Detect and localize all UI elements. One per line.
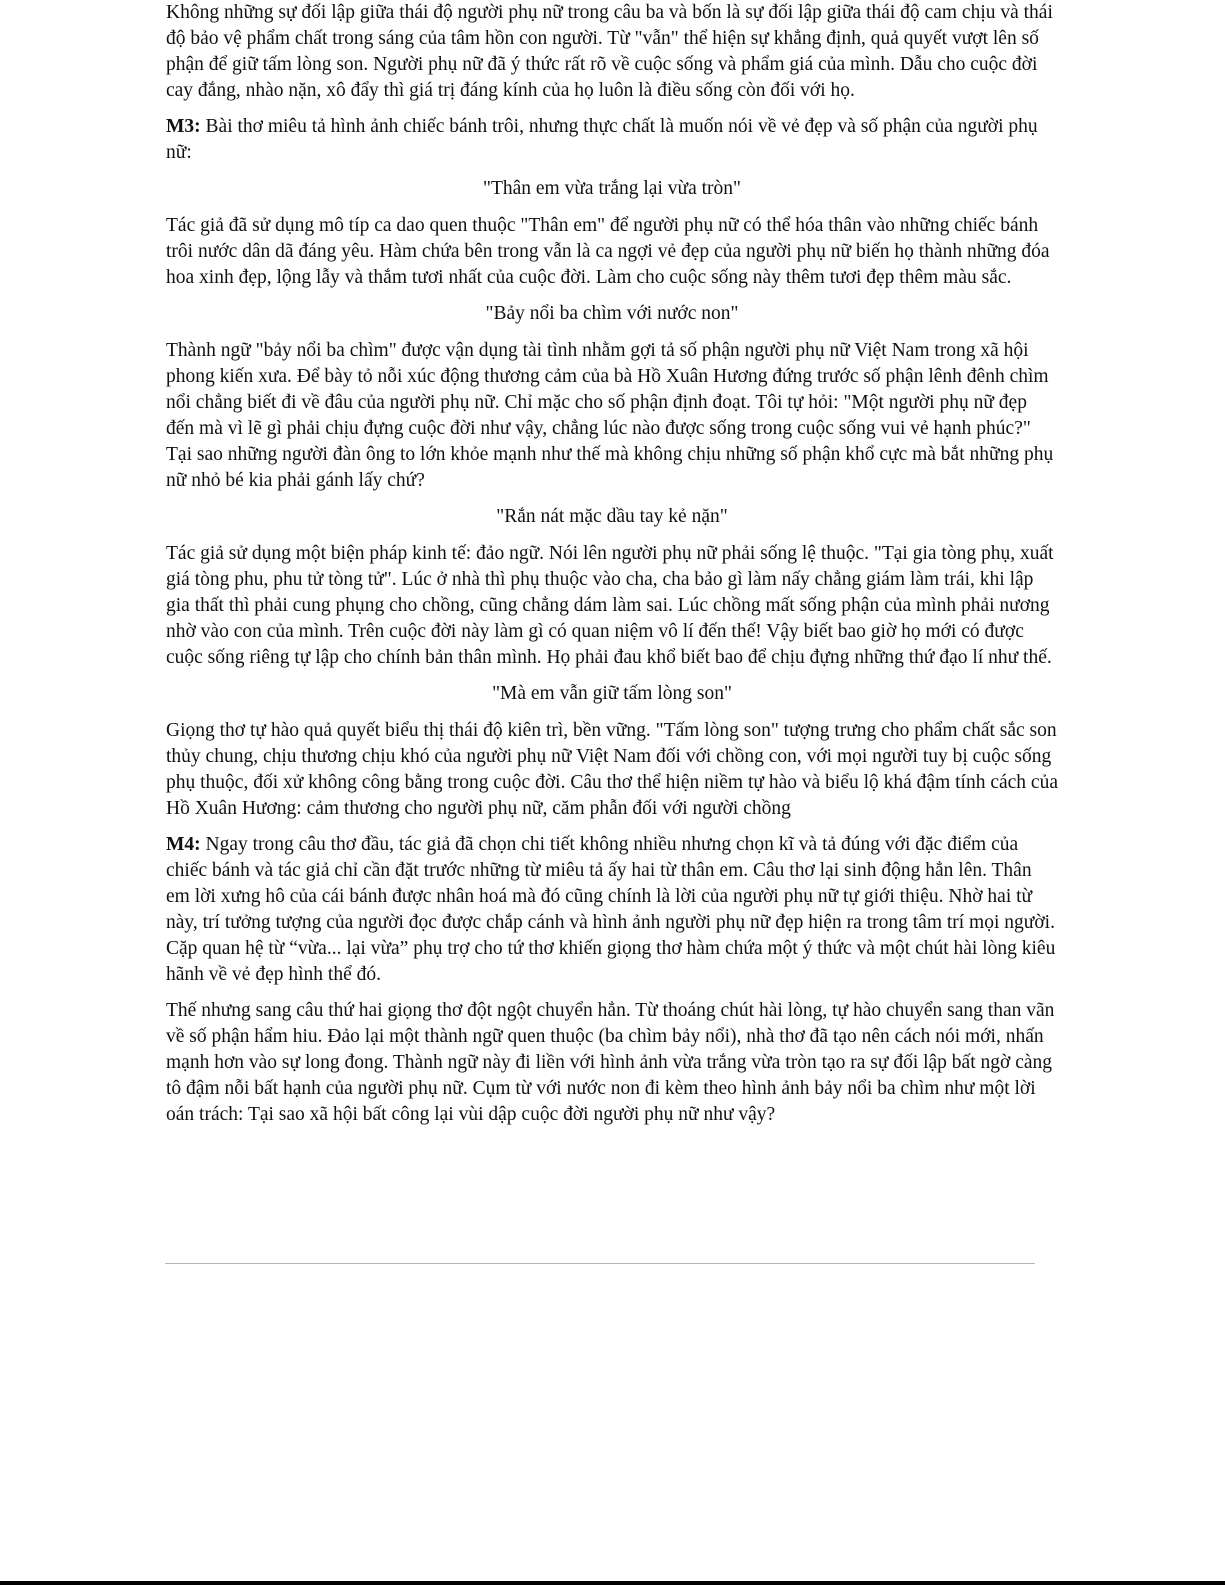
paragraph-verse-4-analysis [166,718,1058,822]
paragraph-m4-continued [166,998,1058,1128]
document-page [166,0,1058,1138]
paragraph-text: Bài thơ miêu tả hình ảnh chiếc bánh trôi, nhưng thực chất là muốn nói về vẻ đẹp và số phận của người phụ nữ: [166,116,1038,163]
paragraph-text: Không những sự đối lập giữa thái độ người phụ nữ trong câu ba và bốn là sự đối lập giữa thái độ cam chịu và thái độ bảo vệ phẩm chất trong sáng của tâm hồn con người. Từ "vẫn" thể hiện sự khẳng định, quả quyết vượt lên số phận để giữ tấm lòng son. Người phụ nữ đã ý thức rất rõ về cuộc sống và phẩm giá của mình. Dẫu cho cuộc đời cay đắng, nhào nặn, xô đẩy thì giá trị đáng kính của họ luôn là điều sống còn đối với họ. [166,2,1053,101]
paragraph-m3 [166,114,1058,166]
verse-line-4: "Mà em vẫn giữ tấm lòng son" [492,683,732,704]
section-label-m3: M3: [166,116,201,137]
paragraph-text: Thế nhưng sang câu thứ hai giọng thơ đột ngột chuyển hẳn. Từ thoáng chút hài lòng, tự hào chuyển sang than vãn về số phận hẩm hiu. Đảo lại một thành ngữ quen thuộc (ba chìm bảy nổi), nhà thơ đã tạo nên cách nói mới, nhấn mạnh hơn vào sự long đong. Thành ngữ này đi liền với hình ảnh vừa trắng vừa tròn tạo ra sự đối lập bất ngờ càng tô đậm nỗi bất hạnh của người phụ nữ. Cụm từ với nước non đi kèm theo hình ảnh bảy nổi ba chìm như một lời oán trách: Tại sao xã hội bất công lại vùi dập cuộc đời người phụ nữ như vậy? [166,1000,1055,1125]
paragraph-text: Tác giả sử dụng một biện pháp kinh tế: đảo ngữ. Nói lên người phụ nữ phải sống lệ thuộc. "Tại gia tòng phụ, xuất giá tòng phu, phu tử tòng tử". Lúc ở nhà thì phụ thuộc vào cha, cha bảo gì làm nấy chẳng giám làm trái, khi lập gia thất thì phải cung phụng cho chồng, cũng chẳng dám làm sai. Lúc chồng mất sống phận của mình phải nương nhờ vào con của mình. Trên cuộc đời này làm gì có quan niệm vô lí đến thế! Vậy biết bao giờ họ mới có được cuộc sống riêng tự lập cho chính bản thân mình. Họ phải đau khổ biết bao để chịu đựng những thứ đạo lí như thế. [166,543,1054,668]
paragraph-verse-2-analysis [166,338,1058,494]
paragraph-text: Tác giả đã sử dụng mô típ ca dao quen thuộc "Thân em" để người phụ nữ có thể hóa thân vào những chiếc bánh trôi nước dân dã đáng yêu. Hàm chứa bên trong vẫn là ca ngợi vẻ đẹp của người phụ nữ biến họ thành những đóa hoa xinh đẹp, lộng lẫy và thắm tươi nhất của cuộc đời. Làm cho cuộc sống này thêm tươi đẹp thêm màu sắc. [166,215,1050,288]
section-label-m4: M4: [166,834,201,855]
page-bottom-edge [0,1581,1225,1585]
paragraph-m4 [166,832,1058,988]
paragraph-text: Ngay trong câu thơ đầu, tác giả đã chọn chi tiết không nhiều nhưng chọn kĩ và tả đúng với đặc điểm của chiếc bánh và tác giả chỉ cần đặt trước những từ miêu tả ấy hai từ thân em. Câu thơ lại sinh động hẳn lên. Thân em lời xưng hô của cái bánh được nhân hoá mà đó cũng chính là lời của người phụ nữ tự giới thiệu. Nhờ hai từ này, trí tưởng tượng của người đọc được chắp cánh và hình ảnh người phụ nữ đẹp hiện ra trong tâm trí mọi người. Cặp quan hệ từ “vừa... lại vừa” phụ trợ cho tứ thơ khiến giọng thơ hàm chứa một ý thức và một chút hài lòng kiêu hãnh về vẻ đẹp hình thể đó. [166,834,1056,985]
horizontal-divider [165,1263,1035,1264]
paragraph-text: Thành ngữ "bảy nổi ba chìm" được vận dụng tài tình nhằm gợi tả số phận người phụ nữ Việt Nam trong xã hội phong kiến xưa. Để bày tỏ nỗi xúc động thương cảm của bà Hồ Xuân Hương đứng trước số phận lênh đênh chìm nổi chẳng biết đi về đâu của người phụ nữ. Chỉ mặc cho số phận định đoạt. Tôi tự hỏi: "Một người phụ nữ đẹp đến mà vì lẽ gì phải chịu đựng cuộc đời như vậy, chẳng lúc nào được sống trong cuộc sống vui vẻ hạnh phúc?" Tại sao những người đàn ông to lớn khỏe mạnh như thế mà không chịu những số phận khổ cực mà bắt những phụ nữ nhỏ bé kia phải gánh lấy chứ? [166,340,1054,491]
paragraph-verse-3-analysis [166,541,1058,671]
verse-line-1: "Thân em vừa trắng lại vừa tròn" [483,178,741,199]
paragraph-text: Giọng thơ tự hào quả quyết biểu thị thái độ kiên trì, bền vững. "Tấm lòng son" tượng trưng cho phẩm chất sắc son thủy chung, chịu thương chịu khó của người phụ nữ Việt Nam đối với chồng con, với mọi người tuy bị cuộc sống phụ thuộc, đối xử không công bằng trong cuộc đời. Câu thơ thể hiện niềm tự hào và biểu lộ khá đậm tính cách của Hồ Xuân Hương: cảm thương cho người phụ nữ, căm phẫn đối với người chồng [166,720,1058,819]
verse-line-2: "Bảy nổi ba chìm với nước non" [485,303,739,324]
paragraph-verse-1-analysis [166,213,1058,291]
verse-line-3: "Rắn nát mặc dầu tay kẻ nặn" [496,506,728,527]
paragraph-intro [166,0,1058,104]
